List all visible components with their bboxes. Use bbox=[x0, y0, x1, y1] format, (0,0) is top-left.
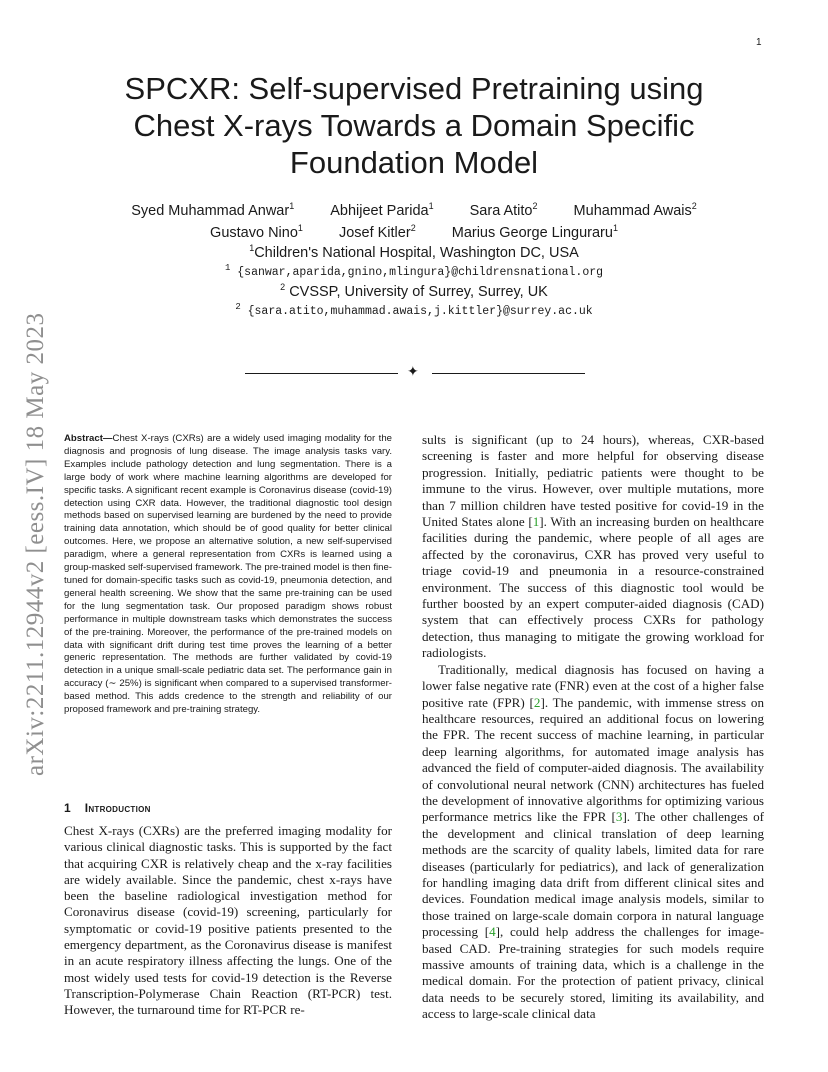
right-paragraph-2: Traditionally, medical diagnosis has focused on having a lower false negative rate (FNR) even at the cost of a higher false positive rate (FPR) [2]. The pandemic, with immense stress on healthcare resources, required an additional focus on lowering the FPR. The recent success of machine learning, in particular deep learning algorithms, for automated image analysis has advanced the field of computer-aided diagnosis. The availability of convolutional neural network (CNN) architectures has fueled the development of innovative algorithms for optimizing various performance metrics like the FPR [3]. The other challenges of the development and clinical translation of deep learning methods are the scarcity of quality labels, limited data for rare diseases (particularly for pediatrics), and lack of generalization for handling imaging data drift from different clinical sites and devices. Foundation medical image analysis models, similar to those trained on large-scale domain corpora in natural language processing [4], could help address the challenges for image-based CAD. Pre-training strategies for such models require massive amounts of training data, which is a challenge in the medical domain. For the protection of patient privacy, clinical data needs to be securely stored, limiting its availability, and access to large-scale clinical data bbox=[422, 661, 764, 1022]
section-heading bbox=[64, 801, 392, 815]
title-divider bbox=[245, 366, 585, 380]
arxiv-stamp: arXiv:2211.12944v2 [eess.IV] 18 May 2023 bbox=[22, 312, 49, 776]
abstract-dash: — bbox=[102, 433, 113, 444]
author: Josef Kitler$^2$ bbox=[338, 223, 416, 241]
author-row-1 bbox=[100, 200, 728, 222]
author: Sara Atito$^2$ bbox=[469, 201, 538, 219]
citation-link[interactable]: 3 bbox=[615, 809, 623, 825]
divider-line-right bbox=[432, 373, 585, 374]
citation-link[interactable]: 2 bbox=[533, 694, 541, 710]
section-title: Introduction bbox=[84, 801, 151, 815]
affiliation-1: $^1$Children's National Hospital, Washington DC, USA bbox=[249, 243, 579, 261]
intro-text: Chest X-rays (CXRs) are the preferred imaging modality for various clinical diagnostic tasks. This is supported by the fact that acquiring CXR is relatively cheap and the x-ray facilities are widely available. Since the pandemic, chest x-rays have been the baseline radiological investigation method for Coronavirus disease (covid-19) screening, particularly for symptomatic or covid-19 positive patients presented to the emergency department, as the Coronavirus disease is manifest in an acute respiratory illness affecting the lungs. One of the most widely used tests for covid-19 detection is the Reverse Transcription-Polymerase Chain Reaction (RT-PCR) test. However, the turnaround time for RT-PCR re- bbox=[64, 823, 392, 1018]
citation-link[interactable]: 1 bbox=[532, 514, 540, 530]
author-row-2 bbox=[100, 222, 728, 244]
author: Abhijeet Parida$^1$ bbox=[330, 201, 434, 219]
author: Muhammad Awais$^2$ bbox=[573, 201, 697, 219]
divider-line-left bbox=[245, 373, 398, 374]
intro-paragraph-left bbox=[64, 823, 392, 1019]
page-number: 1 bbox=[756, 37, 762, 48]
affiliation-2-email: $^2$ {sara.atito,muhammad.awais,j.kittler}@surrey.ac.uk bbox=[235, 302, 593, 318]
section-number: 1 bbox=[64, 801, 71, 815]
citation-link[interactable]: 4 bbox=[489, 924, 496, 940]
abstract bbox=[64, 433, 392, 717]
right-column bbox=[422, 432, 764, 1023]
affiliation-2: $^2$ CVSSP, University of Surrey, Surrey, UK bbox=[280, 282, 548, 300]
paper-title: SPCXR: Self-supervised Pretraining using Chest X-rays Towards a Domain Specific Foundation Model bbox=[124, 71, 704, 180]
right-paragraph-1: sults is significant (up to 24 hours), whereas, CXR-based screening is faster and more helpful for observing disease progression. Initially, pediatric patients were thought to be immune to the virus. However, over multiple mutations, more than 7 million children have tested positive for covid-19 in the United States alone [1]. With an increasing burden on healthcare facilities during the pandemic, where people of all ages are affected by the coronavirus, CXR has proved very useful to triage covid-19 and pneumonia in a resource-constrained environment. The success of this diagnostic tool would be further boosted by an expert computer-aided diagnosis (CAD) system that can effectively process CXRs for pathology detection, thus managing to mitigate the growing workload for radiologists. bbox=[422, 432, 764, 661]
author: Marius George Linguraru$^1$ bbox=[451, 223, 618, 241]
abstract-text: Chest X-rays (CXRs) are a widely used imaging modality for the diagnosis and prognosis of lung disease. The image analysis tasks vary. Examples include pathology detection and lung segmentation. There is a large body of work where machine learning algorithms are developed for specific tasks. A significant recent example is Coronavirus disease (covid-19) detection using CXR data. However, the traditional diagnostic tool design methods based on supervised learning are burdened by the need to provide training data annotation, which should be of good quality for better clinical outcomes. Here, we propose an alternative solution, a new self-supervised paradigm, where a general representation from CXRs is learned using a group-masked self-supervised framework. The pre-trained model is then fine-tuned for domain-specific tasks such as covid-19, pneumonia detection, and general health screening. We show that the same pre-training can be used for the lung segmentation task. Our proposed paradigm shows robust performance in multiple downstream tasks which demonstrates the success of the pre-training. Moreover, the performance of the pre-trained models on data with significant drift during test time proves the learning of a better generic representation. The methods are further validated by covid-19 detection in a unique small-scale pediatric data set. The performance gain in accuracy (∼ 25%) is significant when compared to a supervised transformer-based method. This adds credence to the strength and reliability of our proposed framework and pre-training strategy. bbox=[64, 433, 392, 716]
author-block bbox=[100, 200, 728, 322]
abstract-label: Abstract bbox=[64, 433, 103, 444]
author: Syed Muhammad Anwar$^1$ bbox=[131, 201, 295, 219]
author: Gustavo Nino$^1$ bbox=[210, 223, 303, 241]
divider-star-icon: ✦ bbox=[407, 364, 419, 380]
affiliation-1-email: $^1$ {sanwar,aparida,gnino,mlingura}@childrensnational.org bbox=[224, 263, 604, 279]
